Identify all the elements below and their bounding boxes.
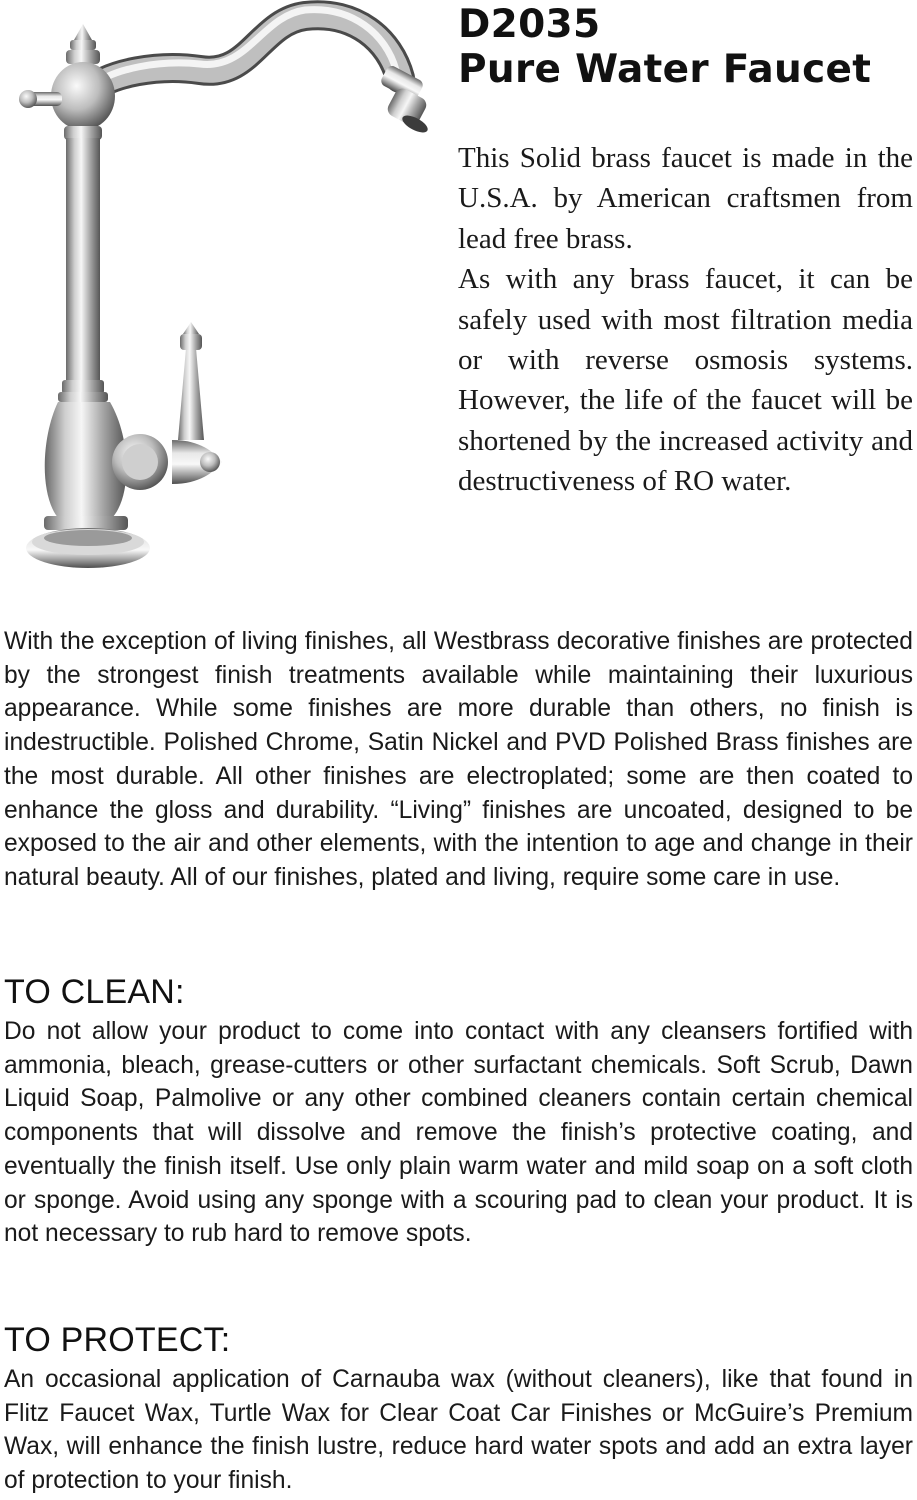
protect-heading: TO PROTECT: (4, 1321, 231, 1359)
clean-heading: TO CLEAN: (4, 973, 185, 1011)
faucet-stem (66, 138, 100, 388)
product-code: D2035 (458, 2, 601, 47)
finishes-paragraph: With the exception of living finishes, all Westbrass decorative finishes are protected by the strongest finish treatments available while maintaining their luxurious appearance. While some finishes are more durable than others, no finish is indestructible. Polished Chrome, Satin Nickel and PVD Polished Brass finishes are the most durable. All other finishes are electroplated; some are then coated to enhance the gloss and durability. “Living” finishes are uncoated, designed to be exposed to the air and other elements, with the intention to age and change in their natural beauty. All of our finishes, plated and living, require some care in use. (4, 628, 913, 891)
faucet-top-finial (19, 24, 115, 140)
faucet-product-image (0, 0, 440, 590)
faucet-handle (112, 322, 222, 490)
faucet-spout-tip (379, 64, 430, 136)
intro-text (458, 138, 913, 502)
product-name: Pure Water Faucet (458, 47, 872, 92)
clean-paragraph: Do not allow your product to come into contact with any cleansers fortified with ammonia, bleach, grease-cutters or other surfactant chemicals. Soft Scrub, Dawn Liquid Soap, Palmolive or any other combined cleaners contain certain chemical components that will dissolve and remove the finish’s protective coating, and eventually the finish itself. Use only plain warm water and mild soap on a soft cloth or sponge. Avoid using any sponge with a scouring pad to clean your product. It is not necessary to rub hard to remove spots. (4, 1018, 913, 1248)
intro-paragraph-2: As with any brass faucet, it can be safely used with most filtration media or with reverse osmosis systems. However, the life of the faucet will be shortened by the increased activity and destructiveness of RO water. (458, 263, 913, 498)
intro-paragraph-1: This Solid brass faucet is made in the U.S.A. by American craftsmen from lead free brass. (458, 142, 913, 255)
page-title (458, 2, 917, 92)
protect-paragraph: An occasional application of Carnauba wax (without cleaners), like that found in Flitz Faucet Wax, Turtle Wax for Clear Coat Car Finishes or McGuire’s Premium Wax, will enhance the finish lustre, reduce hard water spots and add an extra layer of protection to your finish. (4, 1366, 913, 1495)
